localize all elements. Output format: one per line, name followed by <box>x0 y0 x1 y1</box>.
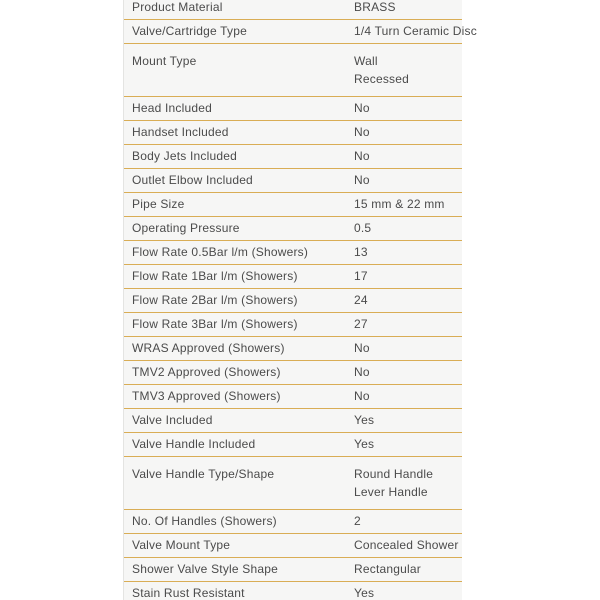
spec-values <box>354 560 458 578</box>
spec-value: Yes <box>354 437 375 451</box>
spec-label: Pipe Size <box>132 197 185 211</box>
spec-value: Rectangular <box>354 562 421 576</box>
spec-values <box>354 435 458 453</box>
spec-row-no-of-handles <box>124 510 462 534</box>
spec-value: Concealed Shower <box>354 538 459 552</box>
spec-row-valve-handle-type-shape <box>124 457 462 510</box>
spec-label: Flow Rate 0.5Bar l/m (Showers) <box>132 245 309 259</box>
spec-label: Outlet Elbow Included <box>132 173 253 187</box>
spec-label: WRAS Approved (Showers) <box>132 341 285 355</box>
spec-row-valve-included <box>124 409 462 433</box>
spec-value: Yes <box>354 413 375 427</box>
spec-row-stain-rust-resistant <box>124 582 462 600</box>
spec-value: 24 <box>354 293 368 307</box>
spec-label: Mount Type <box>132 54 197 68</box>
spec-values <box>354 147 458 165</box>
spec-value: 17 <box>354 269 368 283</box>
spec-values <box>354 584 458 600</box>
spec-row-valve-mount-type <box>124 534 462 558</box>
spec-values <box>354 411 458 429</box>
spec-values <box>354 512 458 530</box>
spec-label: No. Of Handles (Showers) <box>132 514 277 528</box>
spec-label: Stain Rust Resistant <box>132 586 245 600</box>
spec-label: Valve Handle Included <box>132 437 256 451</box>
spec-values <box>354 339 458 357</box>
spec-label: TMV3 Approved (Showers) <box>132 389 281 403</box>
spec-value: 2 <box>354 514 361 528</box>
spec-value: 15 mm & 22 mm <box>354 197 445 211</box>
spec-row-valve-cartridge-type <box>124 20 477 44</box>
spec-value: Wall <box>354 54 378 68</box>
spec-row-tmv2-approved <box>124 361 462 385</box>
spec-row-outlet-elbow-included <box>124 169 462 193</box>
spec-values <box>354 52 458 88</box>
spec-row-handset-included <box>124 121 462 145</box>
spec-values <box>354 291 458 309</box>
spec-values <box>354 171 458 189</box>
spec-row-valve-handle-included <box>124 433 462 457</box>
spec-values <box>354 99 458 117</box>
spec-label: Handset Included <box>132 125 229 139</box>
spec-value: No <box>354 101 370 115</box>
spec-values <box>354 243 458 261</box>
spec-label: Valve/Cartridge Type <box>132 24 247 38</box>
spec-label: Flow Rate 2Bar l/m (Showers) <box>132 293 298 307</box>
spec-values <box>354 363 458 381</box>
spec-value: 0.5 <box>354 221 372 235</box>
spec-values <box>354 315 458 333</box>
spec-label: Shower Valve Style Shape <box>132 562 278 576</box>
spec-value: Round Handle <box>354 467 434 481</box>
product-specs-table <box>123 0 477 600</box>
spec-row-operating-pressure <box>124 217 462 241</box>
spec-value: No <box>354 365 370 379</box>
spec-label: Valve Handle Type/Shape <box>132 467 275 481</box>
spec-value: 1/4 Turn Ceramic Disc <box>354 24 477 38</box>
spec-row-shower-valve-style-shape <box>124 558 462 582</box>
spec-value: Recessed <box>354 72 409 86</box>
spec-label: Operating Pressure <box>132 221 240 235</box>
spec-row-flow-rate-3bar <box>124 313 462 337</box>
spec-value: No <box>354 149 370 163</box>
spec-row-flow-rate-05bar <box>124 241 462 265</box>
spec-values <box>354 123 458 141</box>
spec-values <box>354 267 458 285</box>
spec-label: TMV2 Approved (Showers) <box>132 365 281 379</box>
spec-label: Product Material <box>132 0 223 14</box>
spec-label: Valve Mount Type <box>132 538 231 552</box>
spec-values <box>354 0 458 16</box>
spec-row-mount-type <box>124 44 462 97</box>
spec-label: Flow Rate 1Bar l/m (Showers) <box>132 269 298 283</box>
spec-values <box>354 195 458 213</box>
spec-values <box>354 387 458 405</box>
spec-value: No <box>354 389 370 403</box>
spec-row-head-included <box>124 97 462 121</box>
spec-values <box>354 219 458 237</box>
spec-label: Valve Included <box>132 413 213 427</box>
spec-value: No <box>354 341 370 355</box>
spec-value: 27 <box>354 317 368 331</box>
spec-row-body-jets-included <box>124 145 462 169</box>
spec-row-product-material <box>124 0 462 20</box>
spec-label: Flow Rate 3Bar l/m (Showers) <box>132 317 298 331</box>
spec-row-pipe-size <box>124 193 462 217</box>
spec-values <box>354 465 458 501</box>
spec-values <box>354 22 477 40</box>
spec-value: No <box>354 173 370 187</box>
spec-row-flow-rate-1bar <box>124 265 462 289</box>
spec-label: Body Jets Included <box>132 149 237 163</box>
spec-value: 13 <box>354 245 368 259</box>
spec-row-tmv3-approved <box>124 385 462 409</box>
spec-values <box>354 536 458 554</box>
spec-label: Head Included <box>132 101 212 115</box>
spec-value: Yes <box>354 586 375 600</box>
spec-value: BRASS <box>354 0 396 14</box>
spec-row-wras-approved <box>124 337 462 361</box>
spec-row-flow-rate-2bar <box>124 289 462 313</box>
spec-value: No <box>354 125 370 139</box>
spec-value: Lever Handle <box>354 485 428 499</box>
